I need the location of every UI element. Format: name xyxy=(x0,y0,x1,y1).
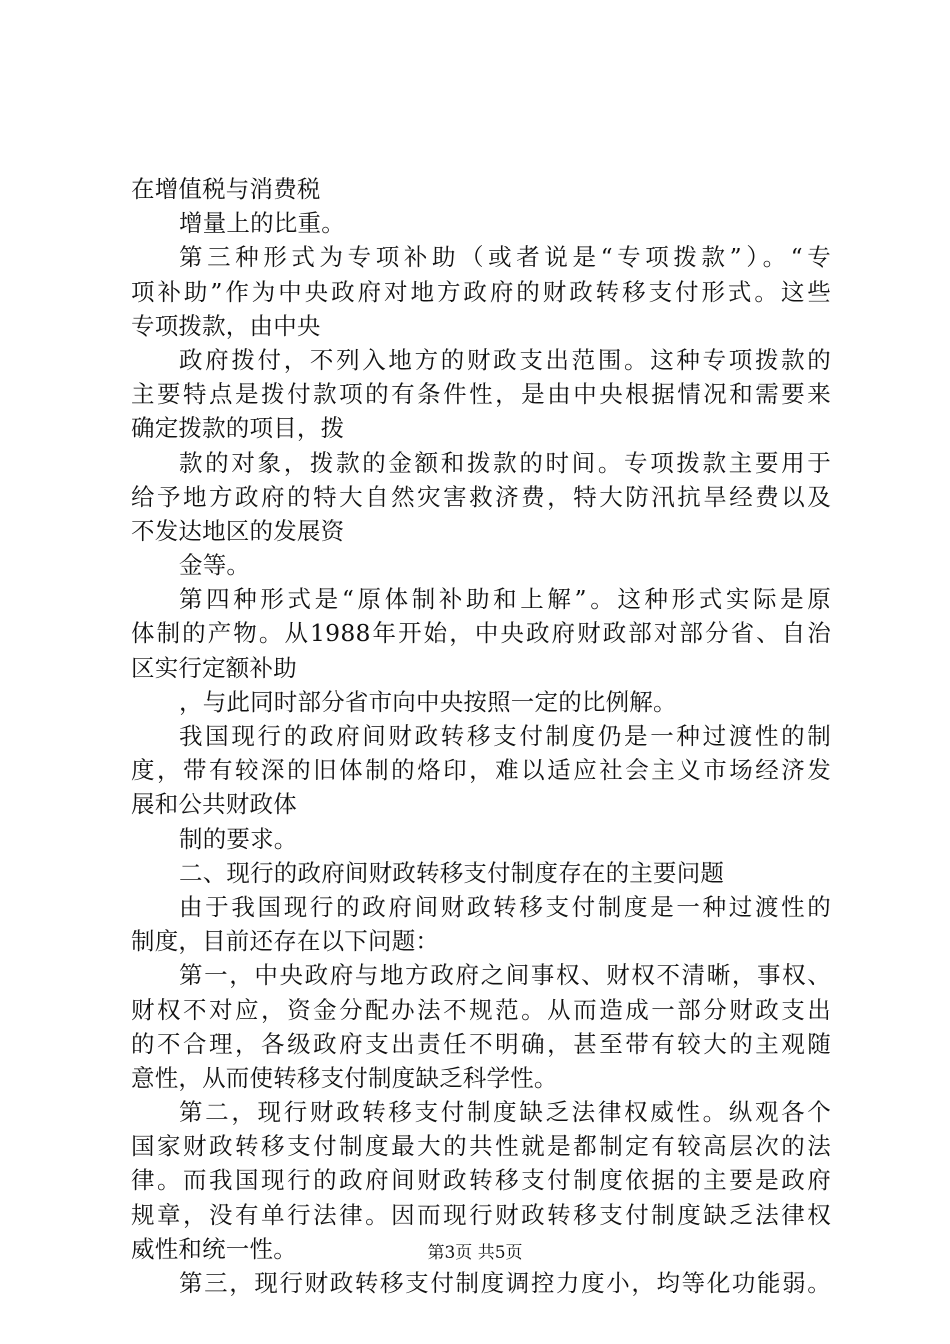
text-line: 律。而我国现行的政府间财政转移支付制度依据的主要是政府 xyxy=(131,1166,831,1195)
text-line: 由于我国现行的政府间财政转移支付制度是一种过渡性的 xyxy=(179,892,831,921)
text-line: 威性和统一性。 xyxy=(131,1234,297,1263)
text-line: 体制的产物。从1988年开始，中央政府财政部对部分省、自治 xyxy=(131,619,831,648)
text-line: 度，带有较深的旧体制的烙印，难以适应社会主义市场经济发 xyxy=(131,756,831,785)
text-line: 二、现行的政府间财政转移支付制度存在的主要问题 xyxy=(179,858,725,887)
text-line: 增量上的比重。 xyxy=(179,209,345,238)
text-line: 展和公共财政体 xyxy=(131,790,297,819)
text-line: 的不合理，各级政府支出责任不明确，甚至带有较大的主观随 xyxy=(131,1029,831,1058)
text-line: 财权不对应，资金分配办法不规范。从而造成一部分财政支出 xyxy=(131,995,831,1024)
text-line: 第一，中央政府与地方政府之间事权、财权不清晰，事权、 xyxy=(179,961,831,990)
text-line: 第三，现行财政转移支付制度调控力度小，均等化功能弱。 xyxy=(179,1269,831,1297)
text-line: ，与此同时部分省市向中央按照一定的比例解。 xyxy=(179,687,677,716)
text-line: 规章，没有单行法律。因而现行财政转移支付制度缺乏法律权 xyxy=(131,1200,831,1229)
text-line: 款的对象，拨款的金额和拨款的时间。专项拨款主要用于 xyxy=(179,448,831,477)
text-line: 专项拨款，由中央 xyxy=(131,311,321,340)
text-line: 意性，从而使转移支付制度缺乏科学性。 xyxy=(131,1063,558,1092)
text-line: 第三种形式为专项补助（或者说是“专项拨款”）。“专 xyxy=(179,243,831,272)
text-line: 不发达地区的发展资 xyxy=(131,516,345,545)
text-line: 在增值税与消费税 xyxy=(131,175,321,203)
text-line: 第四种形式是“原体制补助和上解”。这种形式实际是原 xyxy=(179,585,831,614)
text-line: 第二，现行财政转移支付制度缺乏法律权威性。纵观各个 xyxy=(179,1098,831,1127)
text-line: 国家财政转移支付制度最大的共性就是都制定有较高层次的法 xyxy=(131,1132,831,1161)
text-line: 制度，目前还存在以下问题： xyxy=(131,927,440,956)
document-body xyxy=(131,172,831,1300)
text-line: 我国现行的政府间财政转移支付制度仍是一种过渡性的制 xyxy=(179,722,831,750)
text-line: 项补助”作为中央政府对地方政府的财政转移支付形式。这些 xyxy=(131,277,831,306)
text-line: 区实行定额补助 xyxy=(131,653,297,682)
text-line: 主要特点是拨付款项的有条件性，是由中央根据情况和需要来 xyxy=(131,380,831,409)
text-line: 政府拨付，不列入地方的财政支出范围。这种专项拨款的 xyxy=(179,345,831,374)
text-line: 给予地方政府的特大自然灾害救济费，特大防汛抗旱经费以及 xyxy=(131,482,831,511)
text-line: 确定拨款的项目，拨 xyxy=(131,414,345,443)
page-number-footer: 第3页 共5页 xyxy=(427,1243,523,1263)
text-line: 制的要求。 xyxy=(179,824,298,853)
text-line: 金等。 xyxy=(179,551,251,580)
